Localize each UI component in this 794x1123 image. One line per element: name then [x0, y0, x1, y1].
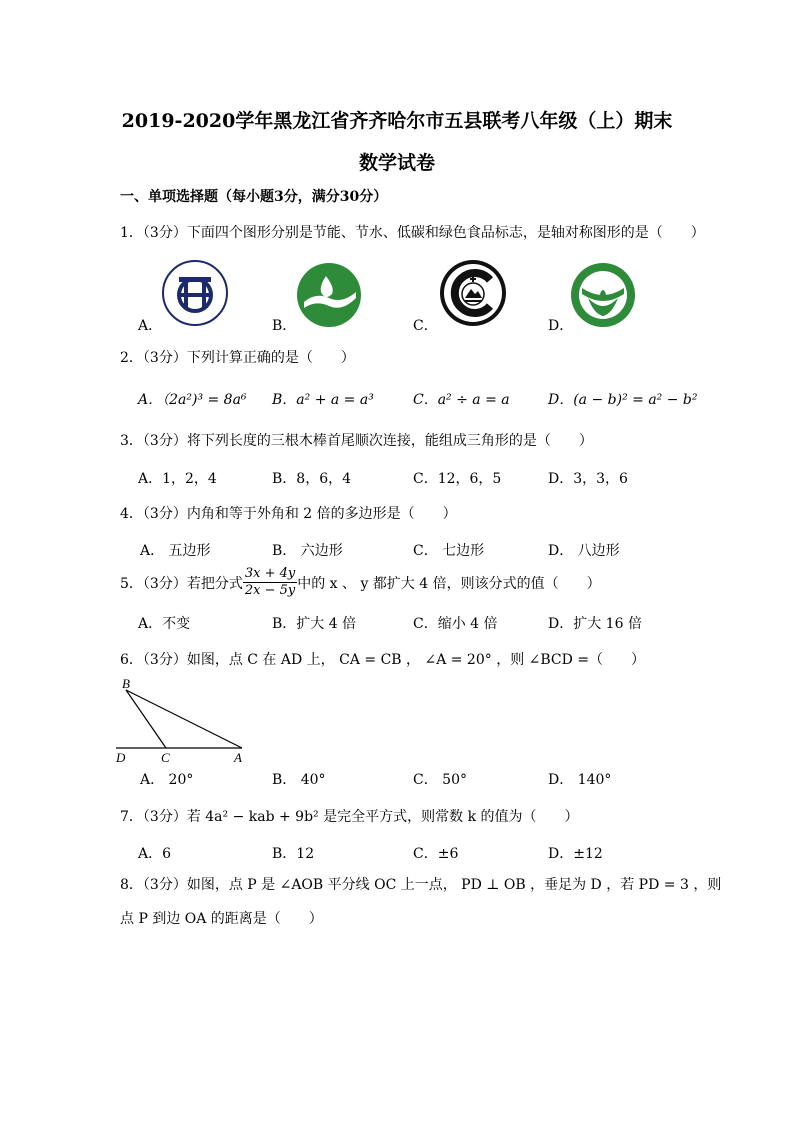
question-6-stem: 6．（3分）如图，点 C 在 AD 上， CA = CB ， ∠A = 20° ，则 ∠BCD =（ ）: [120, 652, 646, 668]
q5-option-a: A．不变: [138, 616, 191, 632]
q1-option-c-label: C．: [413, 318, 438, 334]
question-8-line-2: 点 P 到边 OA 的距离是（ ）: [120, 911, 323, 927]
low-carbon-logo: [438, 258, 508, 328]
page-subtitle: 数学试卷: [358, 152, 435, 174]
q6-option-b: B． 40°: [272, 772, 326, 788]
q2-option-a: A．（2a²)³ = 8a⁶: [138, 392, 247, 408]
q3-option-d: D．3，3，6: [548, 471, 628, 487]
q5-option-c: C．缩小 4 倍: [413, 616, 498, 632]
question-2-stem: 2．（3分）下列计算正确的是（ ）: [120, 350, 355, 366]
q3-option-c: C．12，6，5: [413, 471, 502, 487]
question-4-stem: 4．（3分）内角和等于外角和 2 倍的多边形是（ ）: [120, 506, 457, 522]
q2-option-d: D．(a − b)² = a² − b²: [548, 392, 698, 408]
q5-option-b: B．扩大 4 倍: [272, 616, 357, 632]
q6-point-c: C: [161, 750, 170, 765]
q7-option-d: D．±12: [548, 846, 603, 862]
q3-option-a: A．1，2，4: [138, 471, 217, 487]
q5-option-d: D．扩大 16 倍: [548, 616, 642, 632]
q5-fraction: [243, 566, 297, 599]
q7-option-c: C．±6: [413, 846, 459, 862]
section-heading: 一、单项选择题（每小题3分，满分30分）: [120, 189, 388, 205]
q5-denominator: 2x − 5y: [244, 583, 296, 598]
q5-numerator: 3x + 4y: [244, 566, 296, 581]
question-8-line-1: 8．（3分）如图，点 P 是 ∠AOB 平分线 OC 上一点， PD ⊥ OB ，垂足为 D ，若 PD = 3 ，则: [120, 877, 722, 893]
q1-option-b-label: B．: [272, 318, 297, 334]
q6-option-a: A． 20°: [140, 772, 194, 788]
q4-option-d: D． 八边形: [548, 543, 620, 559]
q4-option-a: A． 五边形: [140, 543, 211, 559]
q6-point-b: B: [122, 676, 130, 691]
question-3-stem: 3．（3分）将下列长度的三根木棒首尾顺次连接，能组成三角形的是（ ）: [120, 433, 593, 449]
question-7-stem: 7．（3分）若 4a² − kab + 9b² 是完全平方式，则常数 k 的值为（ ）: [120, 809, 579, 825]
energy-saving-logo: [160, 258, 230, 328]
question-1-stem: 1．（3分）下面四个图形分别是节能、节水、低碳和绿色食品标志，是轴对称图形的是（ ）: [120, 225, 705, 241]
q6-option-d: D． 140°: [548, 772, 612, 788]
water-saving-logo: [296, 262, 362, 328]
q6-point-d: D: [116, 750, 126, 765]
q2-option-b: B．a² + a = a³: [272, 392, 374, 408]
q5-prefix: 5．（3分）若把分式: [120, 575, 243, 592]
q4-option-b: B． 六边形: [272, 543, 343, 559]
q5-suffix: 中的 x 、 y 都扩大 4 倍，则该分式的值（ ）: [297, 575, 601, 592]
q2-option-c: C．a² ÷ a = a: [413, 392, 510, 408]
question-5-stem: [120, 566, 601, 599]
q1-option-d-label: D．: [548, 318, 574, 334]
q7-option-b: B．12: [272, 846, 315, 862]
q1-option-a-label: A．: [138, 318, 163, 334]
q7-option-a: A．6: [138, 846, 172, 862]
q6-triangle-figure: [114, 676, 254, 766]
page-title: 2019-2020学年黑龙江省齐齐哈尔市五县联考八年级（上）期末: [121, 110, 673, 132]
q4-option-c: C． 七边形: [413, 543, 485, 559]
q6-option-c: C． 50°: [413, 772, 467, 788]
q6-point-a: A: [234, 750, 242, 765]
green-food-logo: [570, 262, 636, 328]
q3-option-b: B．8，6，4: [272, 471, 352, 487]
